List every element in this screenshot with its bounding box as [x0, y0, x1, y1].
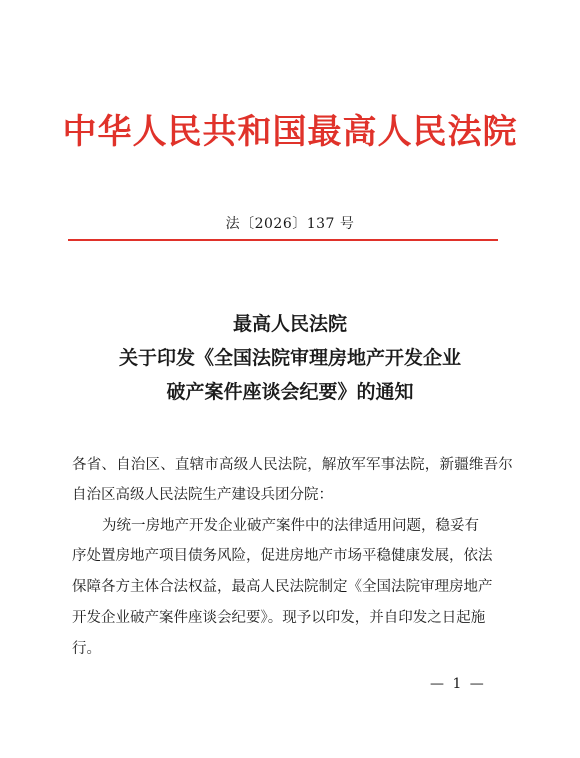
document-title-line-2: 关于印发《全国法院审理房地产开发企业 [118, 347, 461, 369]
body-paragraph-line-5: 行。 [72, 641, 101, 657]
body-paragraph-line-4: 开发企业破产案件座谈会纪要》。现予以印发，并自印发之日起施 [72, 610, 486, 626]
document-title-line-3: 破产案件座谈会纪要》的通知 [166, 381, 414, 403]
document-number: 法〔2026〕137 号 [225, 216, 355, 232]
body-paragraph-line-3: 保障各方主体合法权益，最高人民法院制定《全国法院审理房地产 [72, 579, 493, 595]
body-paragraph-line-2: 序处置房地产项目债务风险，促进房地产市场平稳健康发展，依法 [72, 548, 493, 564]
addressee-line-1: 各省、自治区、直辖市高级人民法院，解放军军事法院，新疆维吾尔 [72, 457, 513, 473]
issuing-authority-masthead: 中华人民共和国最高人民法院 [62, 112, 518, 152]
red-divider-line [68, 239, 498, 241]
body-paragraph-line-1: 为统一房地产开发企业破产案件中的法律适用问题，稳妥有 [102, 518, 479, 534]
page-number: — 1 — [430, 676, 486, 692]
addressee-line-2: 自治区高级人民法院生产建设兵团分院： [72, 487, 333, 503]
document-title-line-1: 最高人民法院 [232, 313, 347, 335]
